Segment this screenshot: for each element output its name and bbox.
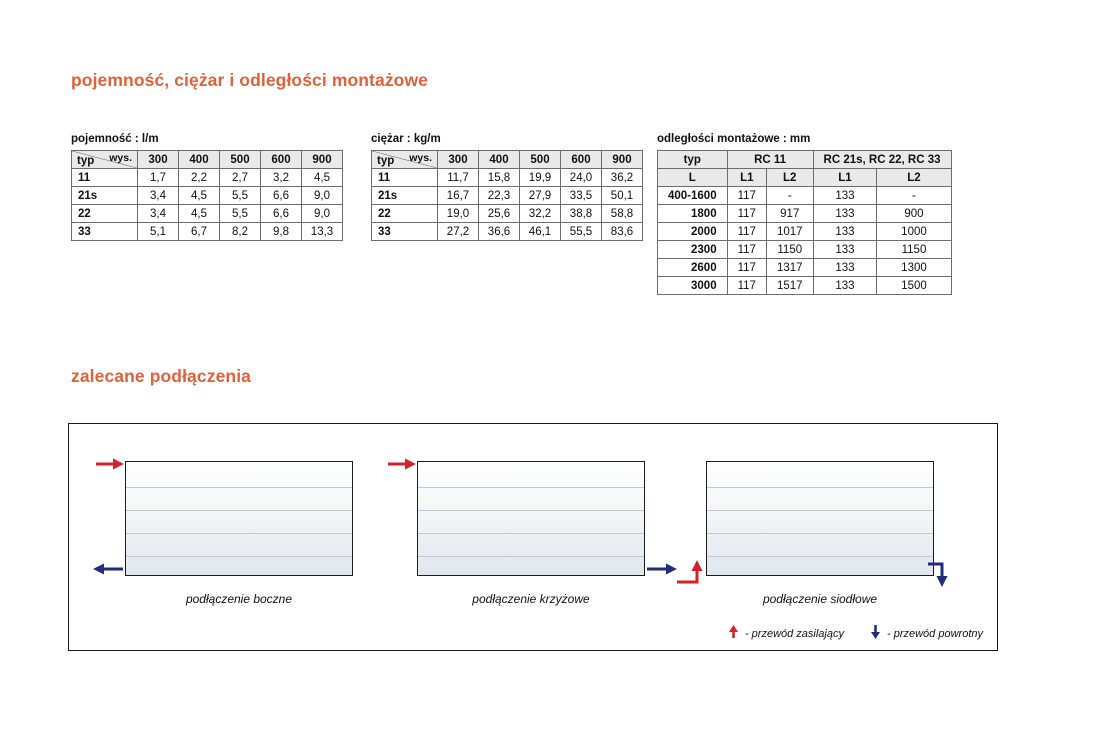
table-cell: 36,6 [479, 223, 520, 241]
column-header: 900 [602, 151, 643, 169]
table-row [658, 241, 952, 259]
table-cell: 22,3 [479, 187, 520, 205]
table-cell: 9,8 [261, 223, 302, 241]
sub-header-rc2x-l1: L1 [813, 169, 877, 187]
table-cell: 1500 [877, 277, 951, 295]
table-cell: 19,9 [520, 169, 561, 187]
table-cell: 19,0 [438, 205, 479, 223]
table-cell: 117 [727, 259, 766, 277]
table-cell: 33,5 [561, 187, 602, 205]
column-header: 300 [138, 151, 179, 169]
table-row [658, 223, 952, 241]
table-cell: 55,5 [561, 223, 602, 241]
row-header: 1800 [658, 205, 728, 223]
row-header: 2300 [658, 241, 728, 259]
table-caption-pojemnosc: pojemność : l/m [71, 133, 159, 145]
radiator-illustration-siodlowe [706, 461, 934, 576]
table-cell: 133 [813, 241, 877, 259]
legend-return-arrow-icon [870, 625, 881, 642]
row-header: 33 [372, 223, 438, 241]
sub-header-rc2x-l2: L2 [877, 169, 951, 187]
table-header-row [72, 151, 343, 169]
table-cell: 6,6 [261, 187, 302, 205]
table-pojemnosc [71, 150, 343, 241]
table-cell: 25,6 [479, 205, 520, 223]
table-cell: 1317 [766, 259, 813, 277]
row-header: 2000 [658, 223, 728, 241]
radiator-fin [707, 510, 933, 511]
diagram-legend [728, 625, 983, 642]
table-block-pojemnosc [71, 133, 343, 241]
diagram-label-krzyzowe: podłączenie krzyżowe [472, 592, 590, 606]
table-cell: 900 [877, 205, 951, 223]
radiator-fin [707, 556, 933, 557]
table-cell: 1150 [766, 241, 813, 259]
row-header: 21s [372, 187, 438, 205]
row-header: 400-1600 [658, 187, 728, 205]
table-cell: 1,7 [138, 169, 179, 187]
table-cell: 16,7 [438, 187, 479, 205]
return-arrow-boczne-icon [91, 562, 123, 576]
table-cell: 36,2 [602, 169, 643, 187]
table-row [658, 277, 952, 295]
connection-diagrams-panel [68, 423, 998, 651]
table-ciezar [371, 150, 643, 241]
table-cell: 11,7 [438, 169, 479, 187]
row-header: 11 [72, 169, 138, 187]
radiator-fin [418, 533, 644, 534]
column-header: 400 [479, 151, 520, 169]
column-header: 900 [302, 151, 343, 169]
table-cell: 133 [813, 205, 877, 223]
radiator-illustration-boczne [125, 461, 353, 576]
table-cell: 50,1 [602, 187, 643, 205]
table-cell: 3,4 [138, 205, 179, 223]
table-caption-ciezar: ciężar : kg/m [371, 133, 441, 145]
sub-header-rc11-l2: L2 [766, 169, 813, 187]
table-row [658, 205, 952, 223]
table-cell: 1000 [877, 223, 951, 241]
table-cell: 133 [813, 277, 877, 295]
table-header-row [372, 151, 643, 169]
page-title: pojemność, ciężar i odległości montażowe [71, 70, 428, 90]
table-cell: 5,1 [138, 223, 179, 241]
radiator-fin [707, 487, 933, 488]
table-cell: 133 [813, 187, 877, 205]
table-caption-odleglosci: odległości montażowe : mm [657, 133, 811, 145]
radiator-fin [707, 533, 933, 534]
table-cell: 117 [727, 205, 766, 223]
table-cell: 27,2 [438, 223, 479, 241]
corner-cell [72, 151, 138, 169]
table-cell: 917 [766, 205, 813, 223]
sub-header-rc11-l1: L1 [727, 169, 766, 187]
table-cell: 1150 [877, 241, 951, 259]
table-row [372, 187, 643, 205]
table-cell: 2,2 [179, 169, 220, 187]
diagram-label-boczne: podłączenie boczne [185, 592, 293, 606]
supply-arrow-krzyzowe-icon [388, 457, 418, 471]
group-header-rc11: RC 11 [727, 151, 813, 169]
table-cell: 5,5 [220, 205, 261, 223]
table-cell: 5,5 [220, 187, 261, 205]
table-cell: 15,8 [479, 169, 520, 187]
radiator-fin [126, 487, 352, 488]
table-cell: 8,2 [220, 223, 261, 241]
table-cell: 3,4 [138, 187, 179, 205]
row-header: 21s [72, 187, 138, 205]
table-row [658, 259, 952, 277]
radiator-fin [418, 487, 644, 488]
table-cell: 3,2 [261, 169, 302, 187]
table-cell: 9,0 [302, 205, 343, 223]
corner-label-top: wys. [409, 152, 432, 164]
radiator-fin [126, 510, 352, 511]
column-header: 600 [261, 151, 302, 169]
table-row [72, 205, 343, 223]
row-header: 22 [372, 205, 438, 223]
column-header: 600 [561, 151, 602, 169]
table-row [372, 205, 643, 223]
legend-supply-arrow-icon [728, 625, 739, 642]
corner-label-bottom: typ [377, 155, 395, 167]
table-cell: 32,2 [520, 205, 561, 223]
table-row [658, 187, 952, 205]
legend-return-label: - przewód powrotny [887, 627, 983, 640]
sub-header-l: L [658, 169, 728, 187]
row-header: 2600 [658, 259, 728, 277]
table-odleglosci [657, 150, 952, 295]
table-cell: 4,5 [302, 169, 343, 187]
table-cell: 27,9 [520, 187, 561, 205]
table-cell: - [766, 187, 813, 205]
radiator-fin [126, 533, 352, 534]
corner-label-top: wys. [109, 152, 132, 164]
radiator-fin [126, 556, 352, 557]
row-header: 22 [72, 205, 138, 223]
table-cell: 13,3 [302, 223, 343, 241]
radiator-illustration-krzyzowe [417, 461, 645, 576]
table-block-odleglosci [657, 133, 952, 295]
table-cell: 6,6 [261, 205, 302, 223]
table-cell: 6,7 [179, 223, 220, 241]
table-cell: 4,5 [179, 187, 220, 205]
table-row [72, 223, 343, 241]
column-header: 400 [179, 151, 220, 169]
section-title: zalecane podłączenia [71, 366, 251, 386]
table-row [72, 169, 343, 187]
supply-arrow-siodlowe-icon [675, 560, 707, 586]
table-cell: 117 [727, 241, 766, 259]
table-cell: 133 [813, 223, 877, 241]
row-header: 3000 [658, 277, 728, 295]
row-header: 11 [372, 169, 438, 187]
table-cell: 4,5 [179, 205, 220, 223]
table-cell: 1017 [766, 223, 813, 241]
diagram-label-siodlowe: podłączenie siodłowe [762, 592, 878, 606]
group-header-rc2x: RC 21s, RC 22, RC 33 [813, 151, 951, 169]
table-group-header-row [658, 151, 952, 169]
radiator-fin [418, 510, 644, 511]
table-sub-header-row [658, 169, 952, 187]
column-header: 500 [520, 151, 561, 169]
table-cell: - [877, 187, 951, 205]
table-cell: 2,7 [220, 169, 261, 187]
legend-supply-label: - przewód zasilający [744, 627, 844, 640]
table-cell: 117 [727, 277, 766, 295]
column-header: 300 [438, 151, 479, 169]
table-cell: 24,0 [561, 169, 602, 187]
group-header-typ: typ [658, 151, 728, 169]
corner-cell [372, 151, 438, 169]
return-arrow-siodlowe-icon [926, 560, 958, 588]
column-header: 500 [220, 151, 261, 169]
table-row [372, 169, 643, 187]
table-cell: 133 [813, 259, 877, 277]
table-cell: 83,6 [602, 223, 643, 241]
table-cell: 38,8 [561, 205, 602, 223]
table-block-ciezar [371, 133, 643, 241]
table-cell: 1300 [877, 259, 951, 277]
table-cell: 58,8 [602, 205, 643, 223]
supply-arrow-boczne-icon [96, 457, 126, 471]
row-header: 33 [72, 223, 138, 241]
radiator-fin [418, 556, 644, 557]
table-row [72, 187, 343, 205]
corner-label-bottom: typ [77, 155, 95, 167]
table-cell: 9,0 [302, 187, 343, 205]
table-cell: 117 [727, 223, 766, 241]
table-cell: 117 [727, 187, 766, 205]
table-row [372, 223, 643, 241]
table-cell: 46,1 [520, 223, 561, 241]
table-cell: 1517 [766, 277, 813, 295]
